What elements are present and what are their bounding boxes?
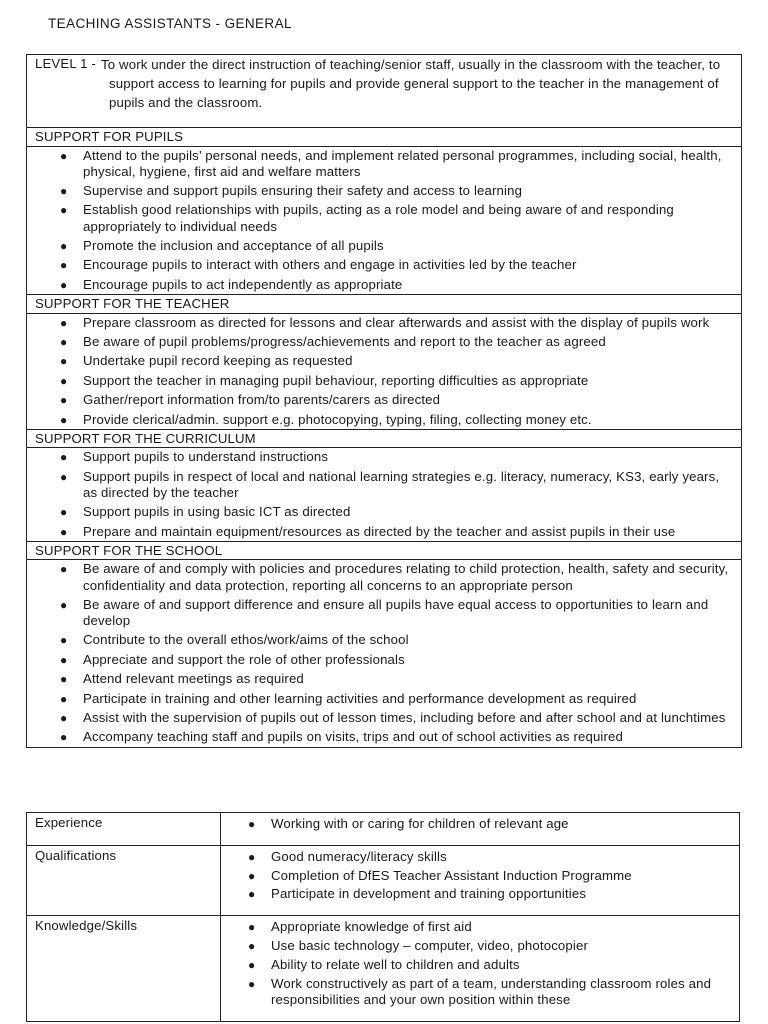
list-item-text: Prepare and maintain equipment/resources as directed by the teacher and assist pupils in their use [83, 523, 676, 539]
bullet-icon: ● [60, 505, 68, 520]
level-description: To work under the direct instruction of teaching/senior staff, usually in the classroom with the teacher, to support access to learning for pupils and provide general support to the teacher in the management of pupils and the classroom. [101, 57, 721, 110]
list-item [221, 849, 735, 865]
bullet-icon: ● [248, 817, 256, 831]
list-item-text: Attend to the pupils’ personal needs, and implement related personal programmes, including social, health, physical, hygiene, first aid and welfare matters [83, 147, 722, 179]
list-item-text: Contribute to the overall ethos/work/aims of the school [83, 632, 409, 648]
list-item [27, 524, 735, 540]
list-item [27, 277, 735, 293]
list-item [221, 938, 735, 954]
bullet-list [221, 816, 735, 832]
bullet-list [221, 849, 735, 903]
list-item-text: Promote the inclusion and acceptance of all pupils [83, 238, 384, 254]
requirement-label: Experience [27, 813, 221, 846]
bullet-icon: ● [60, 315, 68, 330]
bullet-icon: ● [60, 633, 68, 648]
level-row [27, 55, 741, 128]
bullet-icon: ● [60, 597, 68, 612]
bullet-list [27, 315, 735, 428]
bullet-icon: ● [60, 450, 68, 465]
bullet-list [221, 919, 735, 1008]
list-item-text: Be aware of and support difference and ensure all pupils have equal access to opportunities to learn and develop [83, 596, 709, 629]
list-item [221, 976, 735, 1008]
list-item-text: Good numeracy/literacy skills [271, 848, 447, 864]
section-body [27, 314, 741, 430]
section-body [27, 560, 741, 746]
section-heading: SUPPORT FOR THE SCHOOL [27, 542, 741, 561]
section-heading: SUPPORT FOR THE CURRICULUM [27, 430, 741, 449]
list-item [221, 957, 735, 973]
bullet-icon: ● [248, 920, 256, 935]
table-row [27, 845, 740, 915]
bullet-icon: ● [60, 184, 68, 199]
list-item-text: Working with or caring for children of relevant age [271, 816, 569, 831]
list-item-text: Undertake pupil record keeping as requested [83, 353, 353, 369]
list-item-text: Gather/report information from/to parents/carers as directed [83, 392, 441, 408]
bullet-icon: ● [248, 976, 256, 991]
requirements-table [26, 812, 740, 1022]
list-item-text: Establish good relationships with pupils, acting as a role model and being aware of and responding appropriately to individual needs [83, 202, 674, 234]
bullet-list [27, 449, 735, 540]
list-item-text: Support pupils to understand instructions [83, 449, 329, 465]
list-item-text: Be aware of and comply with policies and procedures relating to child protection, health, safety and security, confidentiality and data protection, reporting all concerns to an appropriate person [83, 561, 729, 593]
list-item-text: Use basic technology – computer, video, photocopier [271, 937, 589, 953]
bullet-icon: ● [248, 957, 256, 972]
list-item [27, 691, 735, 707]
list-item [27, 671, 735, 687]
list-item-text: Support pupils in respect of local and national learning strategies e.g. literacy, numeracy, KS3, early years, as directed by the teacher [83, 468, 720, 500]
list-item-text: Encourage pupils to act independently as appropriate [83, 276, 403, 292]
table-row [27, 813, 740, 846]
bullet-icon: ● [60, 239, 68, 254]
requirement-label: Qualifications [27, 845, 221, 915]
bullet-icon: ● [60, 524, 68, 539]
bullet-icon: ● [248, 849, 256, 864]
list-item-text: Prepare classroom as directed for lessons and clear afterwards and assist with the display of pupils work [83, 314, 710, 330]
list-item [27, 353, 735, 369]
section-body [27, 147, 741, 296]
bullet-icon: ● [248, 868, 256, 883]
bullet-icon: ● [60, 258, 68, 273]
list-item [27, 449, 735, 465]
list-item-text: Completion of DfES Teacher Assistant Induction Programme [271, 867, 632, 883]
bullet-icon: ● [60, 691, 68, 706]
list-item-text: Participate in training and other learning activities and performance development as required [83, 690, 637, 706]
list-item-text: Attend relevant meetings as required [83, 671, 304, 687]
list-item [27, 183, 735, 199]
requirement-items [221, 813, 740, 846]
section-body [27, 448, 741, 542]
bullet-icon: ● [60, 334, 68, 349]
list-item-text: Be aware of pupil problems/progress/achievements and report to the teacher as agreed [83, 333, 606, 349]
bullet-icon: ● [60, 277, 68, 292]
bullet-list [27, 148, 735, 294]
page-title: TEACHING ASSISTANTS - GENERAL [48, 16, 292, 31]
list-item [27, 315, 735, 331]
bullet-icon: ● [60, 373, 68, 388]
bullet-icon: ● [248, 887, 256, 902]
list-item-text: Support pupils in using basic ICT as directed [83, 504, 351, 520]
list-item [27, 632, 735, 648]
bullet-icon: ● [60, 469, 68, 484]
bullet-icon: ● [60, 412, 68, 427]
bullet-icon: ● [60, 354, 68, 369]
bullet-icon: ● [60, 730, 68, 745]
list-item-text: Encourage pupils to interact with others and engage in activities led by the teacher [83, 257, 577, 273]
sections-container [27, 128, 741, 747]
list-item [27, 373, 735, 389]
list-item [221, 886, 735, 902]
list-item-text: Provide clerical/admin. support e.g. photocopying, typing, filing, collecting money etc. [83, 411, 592, 427]
bullet-icon: ● [60, 672, 68, 687]
section-heading: SUPPORT FOR PUPILS [27, 128, 741, 147]
list-item-text: Ability to relate well to children and adults [271, 956, 520, 972]
list-item [27, 597, 735, 629]
list-item [27, 504, 735, 520]
bullet-icon: ● [60, 148, 68, 163]
list-item [221, 816, 735, 832]
list-item [221, 919, 735, 935]
requirement-label: Knowledge/Skills [27, 916, 221, 1021]
bullet-icon: ● [60, 393, 68, 408]
bullet-icon: ● [248, 938, 256, 953]
list-item [27, 561, 735, 593]
list-item [27, 652, 735, 668]
list-item-text: Appropriate knowledge of first aid [271, 919, 472, 935]
list-item [27, 469, 735, 501]
list-item [27, 202, 735, 234]
bullet-icon: ● [60, 203, 68, 218]
requirement-items [221, 845, 740, 915]
bullet-icon: ● [60, 652, 68, 667]
list-item [27, 392, 735, 408]
list-item-text: Appreciate and support the role of other professionals [83, 651, 405, 667]
bullet-list [27, 561, 735, 745]
list-item-text: Work constructively as part of a team, understanding classroom roles and responsibilities and your own position within these [271, 975, 712, 1007]
level-label: LEVEL 1 - [35, 56, 96, 71]
list-item [27, 729, 735, 745]
list-item [27, 412, 735, 428]
list-item [221, 868, 735, 884]
list-item-text: Accompany teaching staff and pupils on visits, trips and out of school activities as required [83, 729, 624, 745]
list-item-text: Supervise and support pupils ensuring their safety and access to learning [83, 183, 523, 199]
bullet-icon: ● [60, 562, 68, 577]
list-item-text: Assist with the supervision of pupils out of lesson times, including before and after school and at lunchtimes [83, 710, 726, 726]
list-item-text: Support the teacher in managing pupil behaviour, reporting difficulties as appropriate [83, 372, 589, 388]
job-description-box [26, 54, 742, 748]
list-item [27, 257, 735, 273]
bullet-icon: ● [60, 711, 68, 726]
list-item [27, 334, 735, 350]
list-item [27, 710, 735, 726]
list-item [27, 238, 735, 254]
list-item [27, 148, 735, 180]
section-heading: SUPPORT FOR THE TEACHER [27, 295, 741, 314]
requirement-items [221, 916, 740, 1021]
table-row [27, 916, 740, 1021]
list-item-text: Participate in development and training opportunities [271, 886, 587, 902]
